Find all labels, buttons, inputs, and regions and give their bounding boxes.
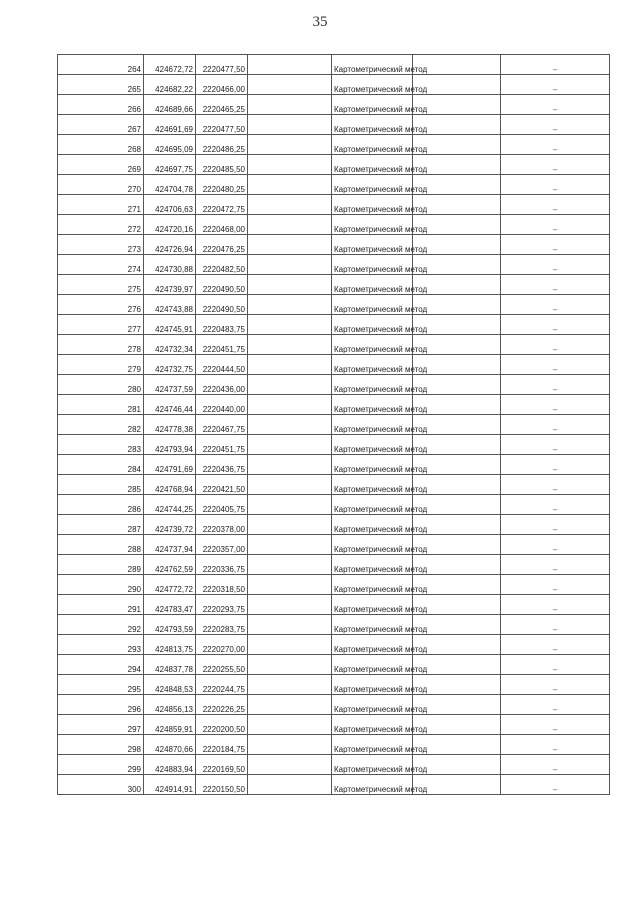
dash-cell: – — [501, 75, 610, 95]
empty-cell — [248, 715, 332, 735]
dash-cell: – — [501, 295, 610, 315]
point-number-cell: 266 — [58, 95, 144, 115]
empty-cell — [248, 95, 332, 115]
table-row — [58, 235, 610, 255]
table-body — [58, 55, 610, 795]
empty-cell — [248, 615, 332, 635]
dash-cell: – — [501, 615, 610, 635]
dash-cell: – — [501, 435, 610, 455]
table-row — [58, 335, 610, 355]
method-cell: Картометрический метод — [332, 515, 413, 535]
point-number-cell: 276 — [58, 295, 144, 315]
empty-cell — [248, 135, 332, 155]
point-number-cell: 284 — [58, 455, 144, 475]
point-number-cell: 295 — [58, 675, 144, 695]
point-number-cell: 291 — [58, 595, 144, 615]
x-coordinate-cell: 424746,44 — [144, 395, 196, 415]
dash-cell: – — [501, 515, 610, 535]
empty-cell — [248, 55, 332, 75]
dash-cell: – — [501, 755, 610, 775]
y-coordinate-cell: 2220451,75 — [196, 435, 248, 455]
y-coordinate-cell: 2220466,00 — [196, 75, 248, 95]
table-row — [58, 75, 610, 95]
point-number-cell: 274 — [58, 255, 144, 275]
point-number-cell: 288 — [58, 535, 144, 555]
method-cell: Картометрический метод — [332, 655, 413, 675]
empty-cell — [248, 415, 332, 435]
y-coordinate-cell: 2220184,75 — [196, 735, 248, 755]
y-coordinate-cell: 2220468,00 — [196, 215, 248, 235]
table-row — [58, 555, 610, 575]
x-coordinate-cell: 424697,75 — [144, 155, 196, 175]
table-row — [58, 435, 610, 455]
point-number-cell: 283 — [58, 435, 144, 455]
method-cell: Картометрический метод — [332, 295, 413, 315]
point-number-cell: 271 — [58, 195, 144, 215]
dash-cell: – — [501, 635, 610, 655]
point-number-cell: 294 — [58, 655, 144, 675]
method-cell: Картометрический метод — [332, 535, 413, 555]
x-coordinate-cell: 424672,72 — [144, 55, 196, 75]
empty-cell — [248, 315, 332, 335]
x-coordinate-cell: 424883,94 — [144, 755, 196, 775]
dash-cell: – — [501, 655, 610, 675]
y-coordinate-cell: 2220444,50 — [196, 355, 248, 375]
y-coordinate-cell: 2220477,50 — [196, 55, 248, 75]
point-number-cell: 285 — [58, 475, 144, 495]
table-row — [58, 675, 610, 695]
x-coordinate-cell: 424783,47 — [144, 595, 196, 615]
empty-cell — [248, 675, 332, 695]
dash-cell: – — [501, 715, 610, 735]
table-row — [58, 95, 610, 115]
dash-cell: – — [501, 335, 610, 355]
empty-cell — [248, 375, 332, 395]
y-coordinate-cell: 2220421,50 — [196, 475, 248, 495]
point-number-cell: 264 — [58, 55, 144, 75]
point-number-cell: 280 — [58, 375, 144, 395]
method-cell: Картометрический метод — [332, 455, 413, 475]
x-coordinate-cell: 424737,59 — [144, 375, 196, 395]
method-cell: Картометрический метод — [332, 675, 413, 695]
x-coordinate-cell: 424732,75 — [144, 355, 196, 375]
table-row — [58, 255, 610, 275]
x-coordinate-cell: 424720,16 — [144, 215, 196, 235]
y-coordinate-cell: 2220293,75 — [196, 595, 248, 615]
method-cell: Картометрический метод — [332, 355, 413, 375]
table-row — [58, 355, 610, 375]
table-row — [58, 475, 610, 495]
method-cell: Картометрический метод — [332, 275, 413, 295]
y-coordinate-cell: 2220226,25 — [196, 695, 248, 715]
empty-cell — [248, 395, 332, 415]
y-coordinate-cell: 2220490,50 — [196, 275, 248, 295]
dash-cell: – — [501, 595, 610, 615]
point-number-cell: 270 — [58, 175, 144, 195]
table-row — [58, 655, 610, 675]
empty-cell — [248, 555, 332, 575]
empty-cell — [248, 195, 332, 215]
dash-cell: – — [501, 275, 610, 295]
point-number-cell: 300 — [58, 775, 144, 795]
dash-cell: – — [501, 135, 610, 155]
method-cell: Картометрический метод — [332, 335, 413, 355]
y-coordinate-cell: 2220283,75 — [196, 615, 248, 635]
point-number-cell: 279 — [58, 355, 144, 375]
method-cell: Картометрический метод — [332, 75, 413, 95]
method-cell: Картометрический метод — [332, 775, 413, 795]
dash-cell: – — [501, 455, 610, 475]
point-number-cell: 286 — [58, 495, 144, 515]
table-row — [58, 295, 610, 315]
y-coordinate-cell: 2220318,50 — [196, 575, 248, 595]
table-row — [58, 135, 610, 155]
dash-cell: – — [501, 255, 610, 275]
empty-cell — [248, 355, 332, 375]
table-row — [58, 495, 610, 515]
empty-cell — [248, 495, 332, 515]
x-coordinate-cell: 424848,53 — [144, 675, 196, 695]
table-row — [58, 55, 610, 75]
table-row — [58, 715, 610, 735]
table-row — [58, 315, 610, 335]
x-coordinate-cell: 424870,66 — [144, 735, 196, 755]
table-row — [58, 455, 610, 475]
empty-cell — [248, 695, 332, 715]
x-coordinate-cell: 424682,22 — [144, 75, 196, 95]
dash-cell: – — [501, 215, 610, 235]
x-coordinate-cell: 424762,59 — [144, 555, 196, 575]
x-coordinate-cell: 424706,63 — [144, 195, 196, 215]
empty-cell — [248, 435, 332, 455]
empty-cell — [248, 275, 332, 295]
y-coordinate-cell: 2220436,75 — [196, 455, 248, 475]
point-number-cell: 265 — [58, 75, 144, 95]
y-coordinate-cell: 2220451,75 — [196, 335, 248, 355]
empty-cell — [248, 735, 332, 755]
table-row — [58, 635, 610, 655]
table-row — [58, 515, 610, 535]
empty-cell — [248, 335, 332, 355]
y-coordinate-cell: 2220476,25 — [196, 235, 248, 255]
x-coordinate-cell: 424793,94 — [144, 435, 196, 455]
method-cell: Картометрический метод — [332, 235, 413, 255]
y-coordinate-cell: 2220405,75 — [196, 495, 248, 515]
x-coordinate-cell: 424772,72 — [144, 575, 196, 595]
x-coordinate-cell: 424778,38 — [144, 415, 196, 435]
point-number-cell: 292 — [58, 615, 144, 635]
point-number-cell: 268 — [58, 135, 144, 155]
method-cell: Картометрический метод — [332, 575, 413, 595]
empty-cell — [248, 215, 332, 235]
point-number-cell: 299 — [58, 755, 144, 775]
dash-cell: – — [501, 315, 610, 335]
empty-cell — [248, 635, 332, 655]
point-number-cell: 282 — [58, 415, 144, 435]
method-cell: Картометрический метод — [332, 695, 413, 715]
dash-cell: – — [501, 375, 610, 395]
table-row — [58, 695, 610, 715]
point-number-cell: 267 — [58, 115, 144, 135]
dash-cell: – — [501, 535, 610, 555]
point-number-cell: 269 — [58, 155, 144, 175]
method-cell: Картометрический метод — [332, 555, 413, 575]
dash-cell: – — [501, 95, 610, 115]
method-cell: Картометрический метод — [332, 635, 413, 655]
x-coordinate-cell: 424732,34 — [144, 335, 196, 355]
y-coordinate-cell: 2220270,00 — [196, 635, 248, 655]
x-coordinate-cell: 424793,59 — [144, 615, 196, 635]
table-row — [58, 595, 610, 615]
empty-cell — [248, 115, 332, 135]
x-coordinate-cell: 424768,94 — [144, 475, 196, 495]
method-cell: Картометрический метод — [332, 435, 413, 455]
x-coordinate-cell: 424704,78 — [144, 175, 196, 195]
y-coordinate-cell: 2220440,00 — [196, 395, 248, 415]
point-number-cell: 275 — [58, 275, 144, 295]
table-row — [58, 415, 610, 435]
table-row — [58, 615, 610, 635]
method-cell: Картометрический метод — [332, 415, 413, 435]
empty-cell — [248, 455, 332, 475]
method-cell: Картометрический метод — [332, 55, 413, 75]
x-coordinate-cell: 424791,69 — [144, 455, 196, 475]
point-number-cell: 277 — [58, 315, 144, 335]
method-cell: Картометрический метод — [332, 615, 413, 635]
point-number-cell: 287 — [58, 515, 144, 535]
dash-cell: – — [501, 175, 610, 195]
y-coordinate-cell: 2220483,75 — [196, 315, 248, 335]
method-cell: Картометрический метод — [332, 755, 413, 775]
y-coordinate-cell: 2220357,00 — [196, 535, 248, 555]
method-cell: Картометрический метод — [332, 495, 413, 515]
method-cell: Картометрический метод — [332, 315, 413, 335]
dash-cell: – — [501, 235, 610, 255]
y-coordinate-cell: 2220472,75 — [196, 195, 248, 215]
empty-cell — [248, 595, 332, 615]
empty-cell — [248, 515, 332, 535]
dash-cell: – — [501, 575, 610, 595]
empty-cell — [248, 295, 332, 315]
x-coordinate-cell: 424745,91 — [144, 315, 196, 335]
x-coordinate-cell: 424813,75 — [144, 635, 196, 655]
dash-cell: – — [501, 115, 610, 135]
y-coordinate-cell: 2220150,50 — [196, 775, 248, 795]
method-cell: Картометрический метод — [332, 155, 413, 175]
y-coordinate-cell: 2220200,50 — [196, 715, 248, 735]
empty-cell — [248, 155, 332, 175]
dash-cell: – — [501, 555, 610, 575]
table-row — [58, 215, 610, 235]
x-coordinate-cell: 424730,88 — [144, 255, 196, 275]
dash-cell: – — [501, 395, 610, 415]
method-cell: Картометрический метод — [332, 135, 413, 155]
point-number-cell: 296 — [58, 695, 144, 715]
page-number: 35 — [312, 14, 328, 30]
dash-cell: – — [501, 475, 610, 495]
method-cell: Картометрический метод — [332, 175, 413, 195]
y-coordinate-cell: 2220436,00 — [196, 375, 248, 395]
empty-cell — [248, 475, 332, 495]
empty-cell — [248, 775, 332, 795]
y-coordinate-cell: 2220482,50 — [196, 255, 248, 275]
x-coordinate-cell: 424837,78 — [144, 655, 196, 675]
x-coordinate-cell: 424739,97 — [144, 275, 196, 295]
x-coordinate-cell: 424744,25 — [144, 495, 196, 515]
y-coordinate-cell: 2220465,25 — [196, 95, 248, 115]
x-coordinate-cell: 424739,72 — [144, 515, 196, 535]
x-coordinate-cell: 424856,13 — [144, 695, 196, 715]
point-number-cell: 281 — [58, 395, 144, 415]
point-number-cell: 278 — [58, 335, 144, 355]
y-coordinate-cell: 2220255,50 — [196, 655, 248, 675]
empty-cell — [248, 535, 332, 555]
table-row — [58, 175, 610, 195]
method-cell: Картометрический метод — [332, 115, 413, 135]
empty-cell — [248, 255, 332, 275]
table-row — [58, 535, 610, 555]
dash-cell: – — [501, 495, 610, 515]
table-row — [58, 275, 610, 295]
dash-cell: – — [501, 415, 610, 435]
table-row — [58, 755, 610, 775]
point-number-cell: 297 — [58, 715, 144, 735]
table-row — [58, 195, 610, 215]
empty-cell — [248, 655, 332, 675]
point-number-cell: 272 — [58, 215, 144, 235]
table-row — [58, 575, 610, 595]
dash-cell: – — [501, 55, 610, 75]
point-number-cell: 298 — [58, 735, 144, 755]
empty-cell — [248, 75, 332, 95]
method-cell: Картометрический метод — [332, 375, 413, 395]
x-coordinate-cell: 424737,94 — [144, 535, 196, 555]
point-number-cell: 293 — [58, 635, 144, 655]
table-row — [58, 775, 610, 795]
table-row — [58, 735, 610, 755]
method-cell: Картометрический метод — [332, 475, 413, 495]
x-coordinate-cell: 424914,91 — [144, 775, 196, 795]
method-cell: Картометрический метод — [332, 395, 413, 415]
y-coordinate-cell: 2220486,25 — [196, 135, 248, 155]
y-coordinate-cell: 2220244,75 — [196, 675, 248, 695]
dash-cell: – — [501, 355, 610, 375]
dash-cell: – — [501, 675, 610, 695]
method-cell: Картометрический метод — [332, 195, 413, 215]
point-number-cell: 273 — [58, 235, 144, 255]
y-coordinate-cell: 2220485,50 — [196, 155, 248, 175]
x-coordinate-cell: 424695,09 — [144, 135, 196, 155]
table-row — [58, 375, 610, 395]
coordinates-table — [57, 54, 610, 795]
y-coordinate-cell: 2220169,50 — [196, 755, 248, 775]
dash-cell: – — [501, 155, 610, 175]
dash-cell: – — [501, 695, 610, 715]
empty-cell — [248, 755, 332, 775]
dash-cell: – — [501, 735, 610, 755]
y-coordinate-cell: 2220480,25 — [196, 175, 248, 195]
method-cell: Картометрический метод — [332, 735, 413, 755]
y-coordinate-cell: 2220477,50 — [196, 115, 248, 135]
empty-cell — [248, 175, 332, 195]
point-number-cell: 290 — [58, 575, 144, 595]
x-coordinate-cell: 424743,88 — [144, 295, 196, 315]
method-cell: Картометрический метод — [332, 595, 413, 615]
y-coordinate-cell: 2220467,75 — [196, 415, 248, 435]
dash-cell: – — [501, 775, 610, 795]
table-row — [58, 155, 610, 175]
point-number-cell: 289 — [58, 555, 144, 575]
y-coordinate-cell: 2220490,50 — [196, 295, 248, 315]
method-cell: Картометрический метод — [332, 95, 413, 115]
method-cell: Картометрический метод — [332, 215, 413, 235]
dash-cell: – — [501, 195, 610, 215]
y-coordinate-cell: 2220378,00 — [196, 515, 248, 535]
x-coordinate-cell: 424689,66 — [144, 95, 196, 115]
method-cell: Картометрический метод — [332, 715, 413, 735]
table-row — [58, 395, 610, 415]
method-cell: Картометрический метод — [332, 255, 413, 275]
x-coordinate-cell: 424859,91 — [144, 715, 196, 735]
table-row — [58, 115, 610, 135]
y-coordinate-cell: 2220336,75 — [196, 555, 248, 575]
x-coordinate-cell: 424726,94 — [144, 235, 196, 255]
empty-cell — [248, 235, 332, 255]
x-coordinate-cell: 424691,69 — [144, 115, 196, 135]
empty-cell — [248, 575, 332, 595]
